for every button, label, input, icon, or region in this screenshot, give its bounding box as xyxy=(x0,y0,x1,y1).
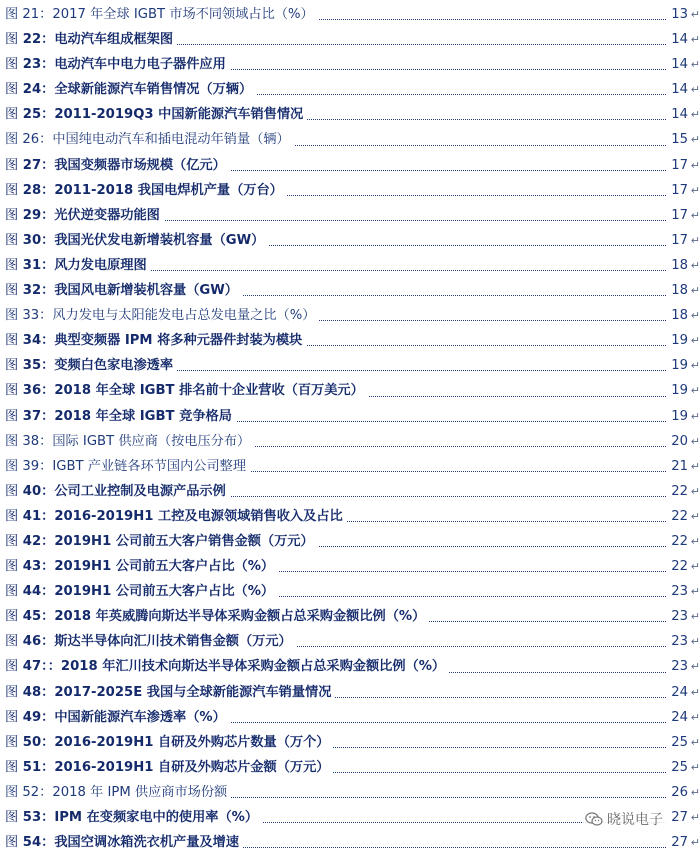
toc-entry-prefix: 图 xyxy=(5,559,19,575)
toc-entry-number: 31： xyxy=(22,257,55,273)
toc-entry-page[interactable]: 14 xyxy=(669,77,688,102)
return-arrow-icon: ↵ xyxy=(690,760,700,774)
toc-entry-title: 2011-2018 我国电焊机产量（万台） xyxy=(54,182,283,198)
toc-entry-page[interactable]: 19 xyxy=(669,404,688,429)
toc-entry-text[interactable] xyxy=(5,27,177,52)
toc-entry-prefix: 图 xyxy=(5,408,19,424)
toc-entry-text[interactable] xyxy=(5,203,164,228)
return-arrow-icon: ↵ xyxy=(690,811,700,824)
toc-entry-prefix: 图 xyxy=(5,458,19,474)
toc-entry[interactable] xyxy=(0,404,700,429)
toc-entry[interactable] xyxy=(0,328,700,353)
toc-entry-page[interactable]: 18 xyxy=(669,303,688,328)
toc-entry[interactable] xyxy=(0,629,700,654)
toc-entry-number: 32： xyxy=(22,283,55,299)
toc-entry-text[interactable] xyxy=(5,780,231,805)
toc-entry-title: 2018 年全球 IGBT 排名前十企业营收（百万美元） xyxy=(54,383,364,399)
return-arrow-icon: ↵ xyxy=(690,409,700,423)
toc-entry[interactable] xyxy=(0,654,700,679)
toc-entry-page[interactable]: 23 xyxy=(669,654,688,679)
toc-entry-title: 2017-2025E 我国与全球新能源汽车销量情况 xyxy=(54,684,332,700)
return-arrow-icon: ↵ xyxy=(690,560,700,574)
toc-entry[interactable] xyxy=(0,228,700,253)
table-of-figures xyxy=(0,2,700,855)
toc-entry-number: 39： xyxy=(22,458,53,474)
toc-entry-prefix: 图 xyxy=(5,533,19,549)
toc-entry-page[interactable]: 14 xyxy=(669,102,688,127)
toc-entry[interactable] xyxy=(0,153,700,178)
toc-entry-text[interactable] xyxy=(5,404,236,429)
toc-entry-text[interactable] xyxy=(5,52,230,77)
toc-entry[interactable] xyxy=(0,102,700,127)
toc-entry-page[interactable]: 27 xyxy=(669,830,688,855)
toc-entry-page[interactable]: 15 xyxy=(669,127,688,152)
toc-entry-prefix: 图 xyxy=(5,82,19,98)
wechat-icon xyxy=(585,812,603,827)
toc-entry-page[interactable]: 22 xyxy=(669,529,688,554)
toc-entry-prefix: 图 xyxy=(5,835,19,851)
toc-entry-number: 44： xyxy=(22,584,55,600)
return-arrow-icon: ↵ xyxy=(690,610,700,624)
toc-entry-page[interactable]: 22 xyxy=(669,479,688,504)
toc-entry-page[interactable]: 18 xyxy=(669,253,688,278)
toc-entry-text[interactable] xyxy=(5,153,230,178)
toc-entry-text[interactable] xyxy=(5,278,242,303)
toc-entry-title: 2011-2019Q3 中国新能源汽车销售情况 xyxy=(54,107,304,123)
toc-entry-page[interactable]: 22 xyxy=(669,504,688,529)
return-arrow-icon: ↵ xyxy=(690,108,700,122)
toc-entry-page[interactable]: 17 xyxy=(669,153,688,178)
toc-entry-title: 2017 年全球 IGBT 市场不同领域占比（%） xyxy=(52,7,314,22)
toc-entry-prefix: 图 xyxy=(5,7,19,22)
toc-entry-number: 43： xyxy=(22,559,55,575)
return-arrow-icon: ↵ xyxy=(690,359,700,373)
toc-entry-page[interactable]: 23 xyxy=(669,604,688,629)
toc-entry-number: 28： xyxy=(22,182,55,198)
return-arrow-icon: ↵ xyxy=(690,585,700,599)
toc-entry-prefix: 图 xyxy=(5,584,19,600)
toc-entry-number: 30： xyxy=(22,232,55,248)
toc-entry-title: 我国风电新增装机容量（GW） xyxy=(54,283,238,299)
toc-entry-number: 50： xyxy=(22,734,55,750)
toc-entry[interactable] xyxy=(0,830,700,855)
toc-entry-title: 变频白色家电渗透率 xyxy=(54,358,174,374)
toc-entry-text[interactable] xyxy=(5,454,250,479)
return-arrow-icon: ↵ xyxy=(690,836,700,850)
toc-entry-text[interactable] xyxy=(5,102,307,127)
toc-entry-number: 53： xyxy=(22,810,55,825)
toc-entry-title: 我国空调冰箱洗衣机产量及增速 xyxy=(54,835,239,851)
toc-entry-text[interactable] xyxy=(5,755,333,780)
return-arrow-icon: ↵ xyxy=(690,33,700,47)
toc-entry-text[interactable] xyxy=(5,830,243,855)
toc-entry-text[interactable] xyxy=(5,554,278,579)
toc-entry-page[interactable]: 20 xyxy=(669,429,688,454)
watermark xyxy=(582,808,666,830)
toc-entry-text[interactable] xyxy=(5,529,318,554)
toc-entry-text[interactable] xyxy=(5,2,318,27)
toc-entry[interactable] xyxy=(0,278,700,303)
toc-entry-page[interactable]: 18 xyxy=(669,278,688,303)
toc-entry[interactable] xyxy=(0,303,700,328)
toc-entry-page[interactable]: 23 xyxy=(669,579,688,604)
toc-entry-title: IPM 在变频家电中的使用率（%） xyxy=(54,810,259,825)
toc-entry-number: 49： xyxy=(22,709,55,725)
toc-entry-title: 2016-2019H1 自研及外购芯片数量（万个） xyxy=(54,734,330,750)
return-arrow-icon: ↵ xyxy=(690,83,700,97)
toc-entry-text[interactable] xyxy=(5,654,449,679)
toc-entry-number: 48： xyxy=(22,684,55,700)
toc-entry-title: 风力发电与太阳能发电占总发电量之比（%） xyxy=(52,308,316,324)
toc-entry-page[interactable]: 26 xyxy=(669,780,688,805)
toc-entry-number: 36： xyxy=(22,383,55,399)
toc-entry[interactable] xyxy=(0,253,700,278)
toc-entry-title: 我国光伏发电新增装机容量（GW） xyxy=(54,232,265,248)
toc-entry-number: 54： xyxy=(22,835,55,851)
toc-entry-text[interactable] xyxy=(5,604,429,629)
toc-entry-prefix: 图 xyxy=(5,659,19,675)
toc-entry-text[interactable] xyxy=(5,579,278,604)
toc-entry-prefix: 图 xyxy=(5,358,19,374)
toc-entry[interactable] xyxy=(0,52,700,77)
toc-entry-title: 2019H1 公司前五大客户销售金额（万元） xyxy=(54,533,314,549)
toc-entry-title: 2016-2019H1 工控及电源领域销售收入及占比 xyxy=(54,508,343,524)
toc-entry-prefix: 图 xyxy=(5,232,19,248)
toc-entry-prefix: 图 xyxy=(5,257,19,273)
toc-entry[interactable] xyxy=(0,27,700,52)
toc-entry-number: 35： xyxy=(22,358,55,374)
toc-entry-text[interactable] xyxy=(5,303,319,328)
toc-entry[interactable] xyxy=(0,755,700,780)
toc-entry-prefix: 图 xyxy=(5,483,19,499)
watermark-text: 晓说电子 xyxy=(607,812,663,828)
toc-entry-prefix: 图 xyxy=(5,182,19,198)
toc-entry-number: 45： xyxy=(22,609,55,625)
toc-entry-title: 2018 年英威腾向斯达半导体采购金额占总采购金额比例（%） xyxy=(54,609,426,625)
toc-entry[interactable] xyxy=(0,479,700,504)
toc-entry-page[interactable]: 23 xyxy=(669,629,688,654)
toc-entry-page[interactable]: 19 xyxy=(669,328,688,353)
toc-entry-prefix: 图 xyxy=(5,759,19,775)
toc-entry[interactable] xyxy=(0,680,700,705)
toc-entry[interactable] xyxy=(0,730,700,755)
toc-entry-text[interactable] xyxy=(5,429,254,454)
toc-entry[interactable] xyxy=(0,378,700,403)
toc-entry-page[interactable]: 17 xyxy=(669,178,688,203)
toc-entry-number: 27： xyxy=(22,157,55,173)
toc-entry-number: 23： xyxy=(22,57,55,73)
return-arrow-icon: ↵ xyxy=(690,785,700,799)
toc-entry-page[interactable]: 25 xyxy=(669,755,688,780)
toc-entry-text[interactable] xyxy=(5,253,151,278)
toc-entry-prefix: 图 xyxy=(5,634,19,650)
toc-entry-prefix: 图 xyxy=(5,383,19,399)
toc-entry[interactable] xyxy=(0,504,700,529)
toc-entry-prefix: 图 xyxy=(5,107,19,123)
toc-entry-page[interactable]: 27 xyxy=(669,805,688,830)
toc-entry-text[interactable] xyxy=(5,353,177,378)
toc-entry-text[interactable] xyxy=(5,228,268,253)
toc-entry-number: 33： xyxy=(22,308,53,324)
toc-entry-title: 风力发电原理图 xyxy=(54,257,147,273)
toc-entry-title: 公司工业控制及电源产品示例 xyxy=(54,483,226,499)
toc-entry-title: 电动汽车组成框架图 xyxy=(54,32,174,48)
toc-entry[interactable] xyxy=(0,77,700,102)
return-arrow-icon: ↵ xyxy=(690,660,700,674)
toc-entry-prefix: 图 xyxy=(5,283,19,299)
toc-entry-number: 34： xyxy=(22,333,55,349)
return-arrow-icon: ↵ xyxy=(690,309,700,323)
toc-entry-prefix: 图 xyxy=(5,810,19,825)
toc-entry-text[interactable] xyxy=(5,178,287,203)
return-arrow-icon: ↵ xyxy=(690,635,700,649)
toc-entry-title: 我国变频器市场规模（亿元） xyxy=(54,157,226,173)
toc-entry-prefix: 图 xyxy=(5,433,19,449)
toc-entry-number: 52： xyxy=(22,784,53,800)
toc-entry-title: 全球新能源汽车销售情况（万辆） xyxy=(54,82,253,98)
toc-entry-title: 中国纯电动汽车和插电混动年销量（辆） xyxy=(52,132,290,148)
return-arrow-icon: ↵ xyxy=(690,8,700,21)
toc-entry-text[interactable] xyxy=(5,328,306,353)
toc-entry-number: 40： xyxy=(22,483,55,499)
return-arrow-icon: ↵ xyxy=(690,710,700,724)
toc-entry-number: 46： xyxy=(22,634,55,650)
toc-entry-prefix: 图 xyxy=(5,157,19,173)
toc-entry-number: 41： xyxy=(22,508,55,524)
toc-entry[interactable] xyxy=(0,429,700,454)
return-arrow-icon: ↵ xyxy=(690,685,700,699)
toc-entry-number: 21： xyxy=(22,7,53,22)
toc-entry-title: 2018 年 IPM 供应商市场份额 xyxy=(52,784,228,800)
toc-entry-number: 38： xyxy=(22,433,53,449)
toc-entry-text[interactable] xyxy=(5,680,335,705)
toc-entry-number: 29： xyxy=(22,207,55,223)
toc-entry-prefix: 图 xyxy=(5,784,19,800)
toc-entry-title: 2019H1 公司前五大客户占比（%） xyxy=(54,584,275,600)
toc-entry[interactable] xyxy=(0,604,700,629)
toc-entry-title: IGBT 产业链各环节国内公司整理 xyxy=(52,458,247,474)
toc-entry-prefix: 图 xyxy=(5,207,19,223)
toc-entry-prefix: 图 xyxy=(5,508,19,524)
toc-entry-page[interactable]: 14 xyxy=(669,27,688,52)
toc-entry-page[interactable]: 25 xyxy=(669,730,688,755)
toc-entry-title: 国际 IGBT 供应商（按电压分布） xyxy=(52,433,251,449)
toc-entry-prefix: 图 xyxy=(5,684,19,700)
toc-entry-text[interactable] xyxy=(5,77,256,102)
toc-entry-number: 22： xyxy=(22,32,55,48)
toc-entry-prefix: 图 xyxy=(5,132,19,148)
return-arrow-icon: ↵ xyxy=(690,484,700,498)
toc-entry-prefix: 图 xyxy=(5,609,19,625)
toc-entry-number: 37： xyxy=(22,408,55,424)
toc-entry-page[interactable]: 22 xyxy=(669,554,688,579)
toc-entry[interactable] xyxy=(0,780,700,805)
toc-entry-title: 中国新能源汽车渗透率（%） xyxy=(54,709,226,725)
toc-entry-page[interactable]: 17 xyxy=(669,203,688,228)
return-arrow-icon: ↵ xyxy=(690,258,700,272)
toc-entry-title: 电动汽车中电力电子器件应用 xyxy=(54,57,226,73)
toc-entry-prefix: 图 xyxy=(5,709,19,725)
toc-entry-page[interactable]: 24 xyxy=(669,705,688,730)
return-arrow-icon: ↵ xyxy=(690,735,700,749)
toc-entry-title: 2018 年全球 IGBT 竞争格局 xyxy=(54,408,232,424)
toc-entry-text[interactable] xyxy=(5,805,262,830)
return-arrow-icon: ↵ xyxy=(690,133,700,147)
return-arrow-icon: ↵ xyxy=(690,459,700,473)
toc-entry-page[interactable]: 24 xyxy=(669,680,688,705)
toc-entry-text[interactable] xyxy=(5,378,368,403)
return-arrow-icon: ↵ xyxy=(690,384,700,398)
toc-entry-number: 26： xyxy=(22,132,53,148)
toc-entry[interactable] xyxy=(0,203,700,228)
toc-entry-title: 光伏逆变器功能图 xyxy=(54,207,160,223)
toc-entry-prefix: 图 xyxy=(5,32,19,48)
return-arrow-icon: ↵ xyxy=(690,183,700,197)
return-arrow-icon: ↵ xyxy=(690,233,700,247)
toc-entry[interactable] xyxy=(0,353,700,378)
toc-entry-page[interactable]: 14 xyxy=(669,52,688,77)
toc-entry-page[interactable]: 21 xyxy=(669,454,688,479)
toc-entry[interactable] xyxy=(0,529,700,554)
toc-entry-text[interactable] xyxy=(5,730,333,755)
toc-entry-number: 24： xyxy=(22,82,55,98)
toc-entry[interactable] xyxy=(0,554,700,579)
toc-entry[interactable] xyxy=(0,178,700,203)
return-arrow-icon: ↵ xyxy=(690,58,700,72)
toc-entry-page[interactable]: 19 xyxy=(669,353,688,378)
toc-entry-prefix: 图 xyxy=(5,308,19,324)
toc-entry-text[interactable] xyxy=(5,705,230,730)
toc-entry[interactable] xyxy=(0,2,700,27)
toc-entry-prefix: 图 xyxy=(5,57,19,73)
toc-entry-number: 25： xyxy=(22,107,55,123)
return-arrow-icon: ↵ xyxy=(690,509,700,523)
toc-entry[interactable] xyxy=(0,579,700,604)
toc-entry-title: ：2018 年汇川技术向斯达半导体采购金额占总采购金额比例（%） xyxy=(47,659,446,675)
toc-entry-page[interactable]: 19 xyxy=(669,378,688,403)
return-arrow-icon: ↵ xyxy=(690,158,700,172)
toc-entry-text[interactable] xyxy=(5,127,294,152)
return-arrow-icon: ↵ xyxy=(690,434,700,448)
toc-entry-prefix: 图 xyxy=(5,734,19,750)
toc-entry-number: 47： xyxy=(22,659,48,675)
toc-entry-title: 斯达半导体向汇川技术销售金额（万元） xyxy=(54,634,292,650)
return-arrow-icon: ↵ xyxy=(690,208,700,222)
toc-entry-title: 典型变频器 IPM 将多种元器件封装为模块 xyxy=(54,333,303,349)
toc-entry-text[interactable] xyxy=(5,479,230,504)
toc-entry[interactable] xyxy=(0,127,700,152)
toc-entry-page[interactable]: 17 xyxy=(669,228,688,253)
toc-entry-title: 2019H1 公司前五大客户占比（%） xyxy=(54,559,275,575)
return-arrow-icon: ↵ xyxy=(690,284,700,298)
toc-entry-page[interactable]: 13 xyxy=(669,2,688,27)
toc-entry-text[interactable] xyxy=(5,629,296,654)
toc-entry-text[interactable] xyxy=(5,504,347,529)
toc-entry-number: 51： xyxy=(22,759,55,775)
toc-entry-title: 2016-2019H1 自研及外购芯片金额（万元） xyxy=(54,759,330,775)
toc-entry-number: 42： xyxy=(22,533,55,549)
return-arrow-icon: ↵ xyxy=(690,534,700,548)
toc-entry[interactable] xyxy=(0,454,700,479)
toc-entry[interactable] xyxy=(0,705,700,730)
return-arrow-icon: ↵ xyxy=(690,334,700,348)
toc-entry-prefix: 图 xyxy=(5,333,19,349)
